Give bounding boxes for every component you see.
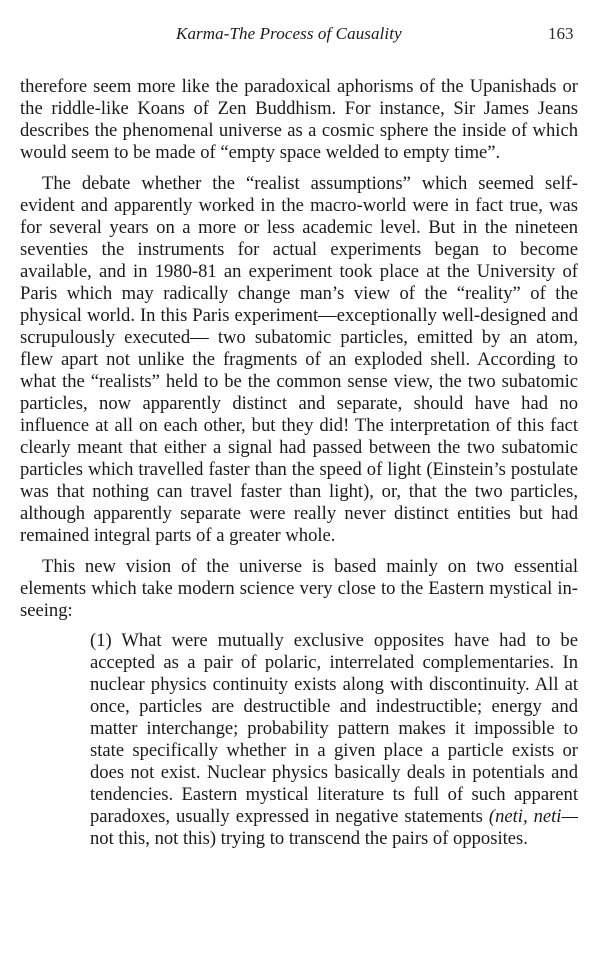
paragraph-continuation: therefore seem more like the paradoxical aphorisms of the Upanishads or the riddle-like Koans of Zen Buddhism. For instance, Sir James Jeans describes the phenomenal universe as a cosmic sphere the inside of which would seem to be made of “empty space welded to empty time”. (20, 76, 578, 163)
page-number: 163 (548, 24, 574, 43)
block-quote-opposites (90, 630, 578, 850)
running-title: Karma-The Process of Causality (176, 24, 402, 43)
paragraph-paris-experiment: The debate whether the “realist assumptions” which seemed self-evident and apparently worked in the macro-world were in fact true, was for several years on a more or less academic level. But in the nineteen seventies the instruments for actual experiments began to become available, and in 1980-81 an experiment took place at the University of Paris which may radically change man’s view of the “reality” of the physical world. In this Paris experiment—exceptionally well-designed and scrupulously executed— two subatomic particles, emitted by an atom, flew apart not unlike the fragments of an exploded shell. According to what the “realists” held to be the common sense view, the two subatomic particles, now apparently distinct and separate, should have had no influence at all on each other, but they did! The interpretation of this fact clearly meant that either a signal had passed between the two subatomic particles which travelled faster than the speed of light (Einstein’s postulate was that nothing can travel faster than light), or, that the two particles, although apparently separate were really never distinct entities but had remained integral parts of a greater whole. (20, 173, 578, 546)
page-body (20, 76, 578, 850)
quote-text-part1: (1) What were mutually exclusive opposites have had to be accepted as a pair of polaric, interrelated complementaries. In nuclear physics continuity exists along with discontinuity. All at once, particles are destructible and indestructible; energy and matter interchange; probability pattern makes it impossible to state specifically whether in a given place a particle exists or does not exist. Nuclear physics basically deals in potentials and tendencies. Eastern mystical literature ts full of such apparent paradoxes, usually expressed in negative statements (90, 630, 578, 827)
quote-text-part2: not this, not this) trying to transcend the pairs of opposites. (90, 828, 528, 849)
running-header (0, 24, 600, 48)
paragraph-new-vision: This new vision of the universe is based mainly on two essential elements which take modern science very close to the Eastern mystical in-seeing: (20, 556, 578, 621)
quote-italic-neti: (neti, neti— (488, 806, 578, 827)
